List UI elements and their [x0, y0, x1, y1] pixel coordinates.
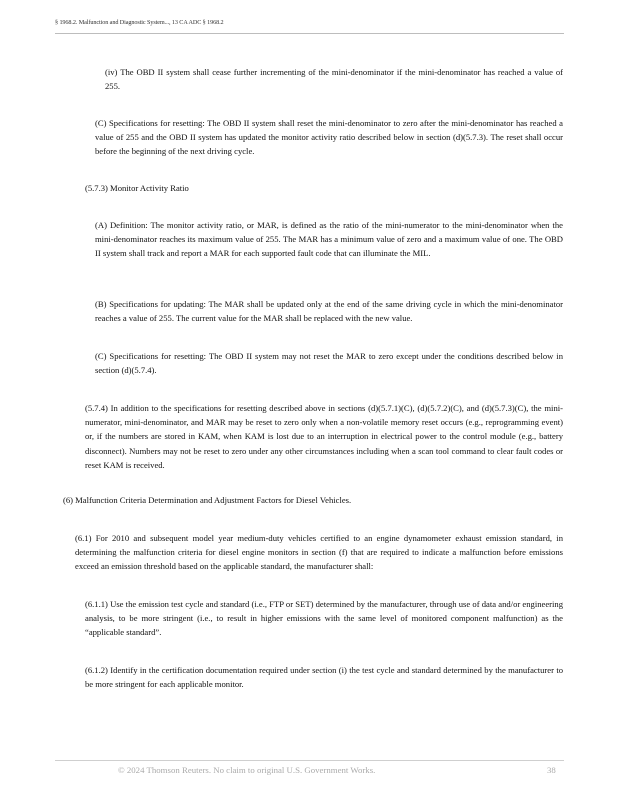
heading-5-7-3-monitor-activity-ratio: (5.7.3) Monitor Activity Ratio [85, 183, 189, 193]
paragraph-a-definition: (A) Definition: The monitor activity ratio, or MAR, is defined as the ratio of the mini-numerator to the mini-denominator when the mini-denominator reaches its maximum value of 255. The MAR has a minimum value of zero and a maximum value of one. The OBD II system shall track and report a MAR for each supported fault code that can illuminate the MIL. [95, 220, 563, 259]
paragraph-6-1-2-certification: (6.1.2) Identify in the certification documentation required under section (i) the test cycle and standard determined by the manufacturer to be more stringent for each applicable monitor. [85, 665, 563, 690]
header-divider [55, 33, 564, 34]
page-number: 38 [547, 765, 556, 775]
paragraph-c-resetting-mar: (C) Specifications for resetting: The OBD II system may not reset the MAR to zero except under the conditions described below in section (d)(5.7.4). [95, 351, 563, 376]
paragraph-b-updating: (B) Specifications for updating: The MAR shall be updated only at the end of the same driving cycle in which the mini-denominator reaches a value of 255. The current value for the MAR shall be replaced with the new value. [95, 299, 563, 324]
paragraph-6-1-1-test-cycle: (6.1.1) Use the emission test cycle and standard (i.e., FTP or SET) determined by the manufacturer, through use of data and/or engineering analysis, to be more stringent (i.e., to result in higher emissions with the same level of monitored component malfunction) as the “applicable standard”. [85, 599, 563, 638]
heading-6-malfunction-criteria: (6) Malfunction Criteria Determination and Adjustment Factors for Diesel Vehicles. [63, 495, 352, 505]
paragraph-c-resetting-mini-denominator: (C) Specifications for resetting: The OBD II system shall reset the mini-denominator to zero after the mini-denominator has reached a value of 255 and the OBD II system has updated the monitor activity ratio described below in section (d)(5.7.3). The reset shall occur before the beginning of the next driving cycle. [95, 118, 563, 157]
footer-copyright: © 2024 Thomson Reuters. No claim to original U.S. Government Works. [118, 765, 376, 775]
paragraph-6-1-medium-duty: (6.1) For 2010 and subsequent model year medium-duty vehicles certified to an engine dynamometer exhaust emission standard, in determining the malfunction criteria for diesel engine monitors in section (f) that are required to indicate a malfunction before emissions exceed an emission threshold based on the applicable standard, the manufacturer shall: [75, 533, 563, 572]
running-header-citation: § 1968.2. Malfunction and Diagnostic System..., 13 CA ADC § 1968.2 [55, 19, 224, 26]
footer-divider [55, 760, 564, 761]
paragraph-5-7-4-reset-conditions: (5.7.4) In addition to the specifications for resetting described above in sections (d)(5.7.1)(C), (d)(5.7.2)(C), and (d)(5.7.3)(C), the mini-numerator, mini-denominator, and MAR may be reset to zero only when a non-volatile memory reset occurs (e.g., reprogramming event) or, if the numbers are stored in KAM, when KAM is lost due to an interruption in electrical power to the control module (e.g., battery disconnect). Numbers may not be reset to zero under any other circumstances including when a scan tool command to clear fault codes or reset KAM is received. [85, 403, 563, 470]
paragraph-iv-cease-incrementing: (iv) The OBD II system shall cease further incrementing of the mini-denominator if the mini-denominator has reached a value of 255. [105, 67, 563, 92]
